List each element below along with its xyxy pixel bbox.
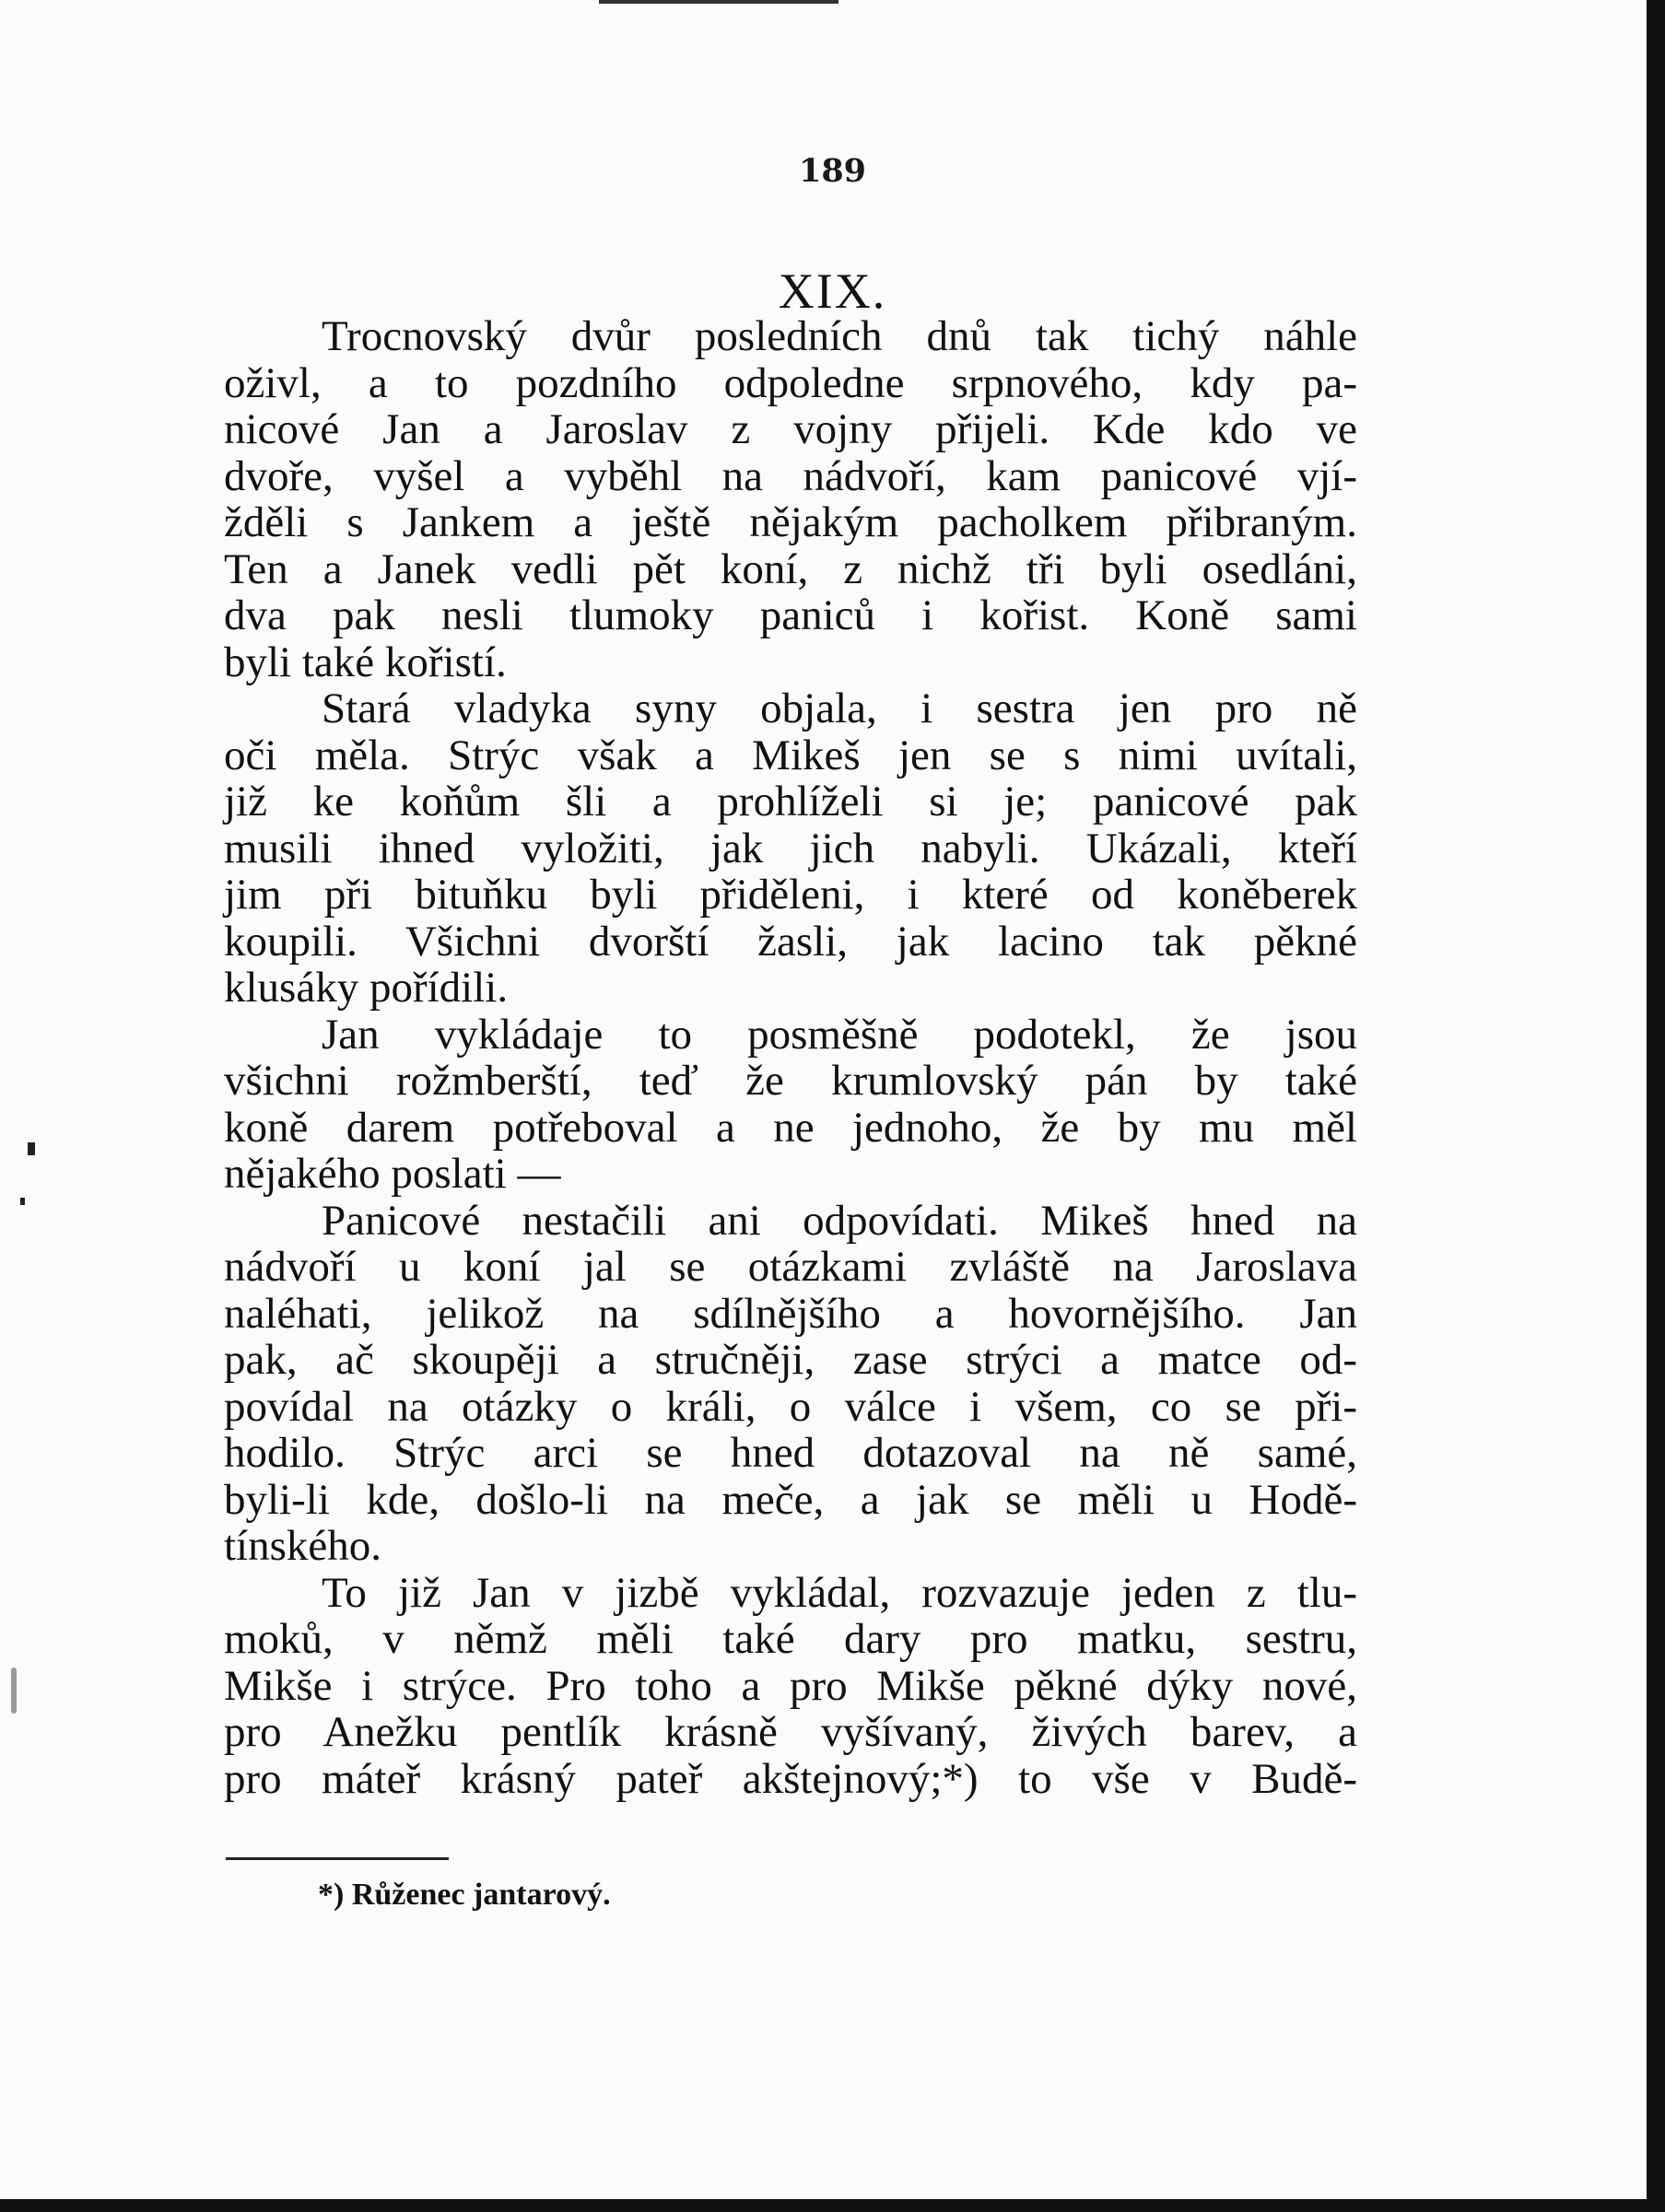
footnote: *) Růženec jantarový.	[318, 1878, 611, 1912]
text-line: To již Jan v jizbě vykládal, rozvazuje jeden z tlu-	[322, 1568, 1357, 1617]
scan-speck	[28, 1142, 35, 1155]
footnote-rule	[226, 1857, 449, 1860]
text-line: žděli s Jankem a ještě nějakým pacholkem přibraným.	[224, 498, 1357, 546]
text-line: povídal na otázky o králi, o válce i všem, co se při-	[224, 1382, 1357, 1431]
text-line: byli také kořistí.	[224, 638, 507, 686]
text-line: naléhati, jelikož na sdílnějšího a hovornějšího. Jan	[224, 1289, 1357, 1338]
text-line: klusáky pořídili.	[224, 964, 509, 1012]
scan-edge-bottom	[0, 2199, 1665, 2212]
text-line: všichni rožmberští, teď že krumlovský pán by také	[224, 1057, 1357, 1105]
text-line: pak, ač skoupěji a stručněji, zase strýci a matce od-	[224, 1336, 1357, 1384]
text-line: oči měla. Strýc však a Mikeš jen se s nimi uvítali,	[224, 731, 1357, 779]
text-line: dvoře, vyšel a vyběhl na nádvoří, kam panicové vjí-	[224, 451, 1357, 500]
scan-speck	[11, 1668, 17, 1714]
text-line: hodilo. Strýc arci se hned dotazoval na ně samé,	[224, 1429, 1357, 1477]
text-line: Ten a Janek vedli pět koní, z nichž tři byli osedláni,	[224, 544, 1357, 593]
text-line: dva pak nesli tlumoky paniců i kořist. Koně sami	[224, 591, 1357, 639]
text-line: nicové Jan a Jaroslav z vojny přijeli. Kde kdo ve	[224, 405, 1357, 453]
text-line: Stará vladyka syny objala, i sestra jen pro ně	[322, 685, 1357, 732]
text-line: byli-li kde, došlo-li na meče, a jak se měli u Hodě-	[224, 1475, 1357, 1524]
text-line: jim při bituňku byli přiděleni, i které od koněberek	[224, 871, 1357, 919]
text-line: Trocnovský dvůr posledních dnů tak tichý náhle	[322, 312, 1357, 360]
scan-edge-top	[599, 0, 838, 4]
text-line: moků, v němž měli také dary pro matku, sestru,	[224, 1615, 1357, 1663]
text-line: Jan vykládaje to posměšně podotekl, že jsou	[322, 1010, 1357, 1059]
page-number: 189	[798, 152, 867, 190]
scan-edge-right	[1647, 0, 1665, 2212]
text-line: nějakého poslati —	[224, 1150, 561, 1198]
text-line: musili ihned vyložiti, jak jich nabyli. Ukázali, kteří	[224, 824, 1357, 872]
text-line: Mikše i strýce. Pro toho a pro Mikše pěkné dýky nové,	[224, 1661, 1357, 1710]
text-line: koně darem potřeboval a ne jednoho, že by mu měl	[224, 1103, 1357, 1152]
text-line: tínského.	[224, 1522, 382, 1570]
text-line: již ke koňům šli a prohlíželi si je; panicové pak	[224, 778, 1357, 825]
chapter-title: XIX.	[778, 263, 887, 319]
text-line: nádvoří u koní jal se otázkami zvláště na Jaroslava	[224, 1243, 1357, 1291]
text-line: pro máteř krásný pateř akštejnový;*) to vše v Budě-	[224, 1754, 1357, 1803]
text-line: Panicové nestačili ani odpovídati. Mikeš hned na	[322, 1196, 1357, 1245]
text-line: koupili. Všichni dvorští žasli, jak lacino tak pěkné	[224, 917, 1357, 966]
scan-speck	[20, 1198, 25, 1205]
body-text	[224, 313, 1357, 1802]
text-line: pro Anežku pentlík krásně vyšívaný, živých barev, a	[224, 1708, 1357, 1756]
text-line: oživl, a to pozdního odpoledne srpnového, kdy pa-	[224, 358, 1357, 407]
